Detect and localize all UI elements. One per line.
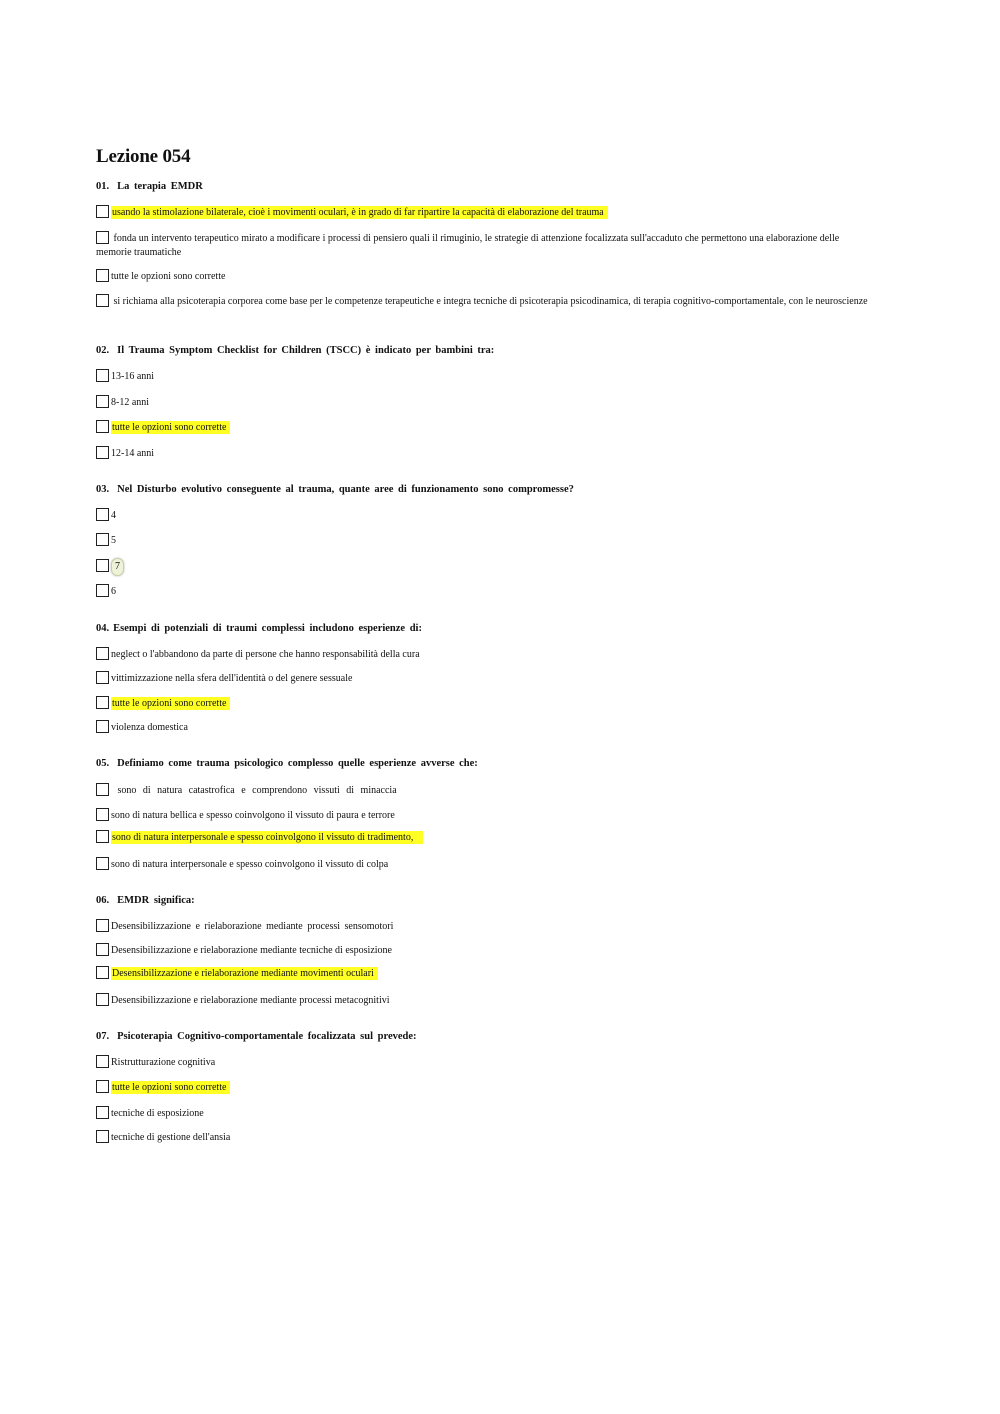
- option-01-d[interactable]: [96, 294, 876, 309]
- checkbox[interactable]: [96, 808, 109, 821]
- option-text: si richiama alla psicoterapia corporea come base per le competenze terapeutiche e integra tecniche di psicoterapia psicodinamica, di terapia cognitivo-comportamentale, con le neuroscienze: [113, 296, 868, 307]
- option-text: Ristrutturazione cognitiva: [111, 1057, 216, 1068]
- question-text: EMDR significa:: [117, 895, 195, 906]
- checkbox[interactable]: [96, 720, 109, 733]
- question-06: [96, 895, 195, 906]
- option-text: sono di natura catastrofica e comprendono vissuti di minaccia: [117, 785, 397, 796]
- option-text: Desensibilizzazione e rielaborazione mediante movimenti oculari: [111, 967, 378, 980]
- checkbox[interactable]: [96, 830, 109, 843]
- question-number: 02.: [96, 345, 110, 356]
- option-04-c[interactable]: [96, 696, 230, 711]
- question-03: [96, 484, 574, 495]
- checkbox[interactable]: [96, 559, 109, 572]
- checkbox[interactable]: [96, 1130, 109, 1143]
- option-text: 6: [111, 586, 116, 597]
- checkbox[interactable]: [96, 533, 109, 546]
- checkbox[interactable]: [96, 420, 109, 433]
- checkbox[interactable]: [96, 1080, 109, 1093]
- option-02-b[interactable]: [96, 395, 149, 410]
- option-06-c[interactable]: [96, 966, 378, 981]
- option-04-a[interactable]: [96, 647, 420, 662]
- checkbox[interactable]: [96, 369, 109, 382]
- option-text: sono di natura interpersonale e spesso coinvolgono il vissuto di colpa: [111, 859, 389, 870]
- checkbox[interactable]: [96, 696, 109, 709]
- option-text: fonda un intervento terapeutico mirato a modificare i processi di pensiero quali il rimuginio, le strategie di attenzione focalizzata sull'accaduto che permettono una elaborazione delle memorie traumatiche: [96, 233, 840, 258]
- question-04: [96, 623, 422, 634]
- option-text: tecniche di gestione dell'ansia: [111, 1132, 231, 1143]
- checkbox[interactable]: [96, 205, 109, 218]
- checkbox[interactable]: [96, 231, 109, 244]
- option-06-d[interactable]: [96, 993, 390, 1008]
- checkbox[interactable]: [96, 584, 109, 597]
- option-02-d[interactable]: [96, 446, 154, 461]
- option-text: Desensibilizzazione e rielaborazione mediante processi metacognitivi: [111, 995, 390, 1006]
- option-text: sono di natura interpersonale e spesso coinvolgono il vissuto di tradimento,: [111, 831, 423, 844]
- option-07-b[interactable]: [96, 1080, 230, 1095]
- option-text: 12-14 anni: [111, 448, 155, 459]
- option-05-a[interactable]: [96, 783, 397, 798]
- option-text: tutte le opzioni sono corrette: [111, 1081, 230, 1094]
- question-text: La terapia EMDR: [117, 181, 203, 192]
- option-01-a[interactable]: [96, 205, 608, 220]
- option-05-d[interactable]: [96, 857, 388, 872]
- checkbox[interactable]: [96, 294, 109, 307]
- checkbox[interactable]: [96, 671, 109, 684]
- checkbox[interactable]: [96, 943, 109, 956]
- option-text: tutte le opzioni sono corrette: [111, 697, 230, 710]
- checkbox[interactable]: [96, 395, 109, 408]
- option-text: usando la stimolazione bilaterale, cioè i movimenti oculari, è in grado di far ripartire la capacità di elaborazione del trauma: [111, 206, 608, 219]
- checkbox[interactable]: [96, 1055, 109, 1068]
- option-03-d[interactable]: [96, 584, 116, 599]
- option-03-c[interactable]: [96, 558, 124, 576]
- question-01: [96, 181, 203, 192]
- option-07-d[interactable]: [96, 1130, 230, 1145]
- lesson-title: Lezione 054: [96, 146, 191, 167]
- checkbox[interactable]: [96, 1106, 109, 1119]
- option-05-b[interactable]: [96, 808, 395, 823]
- option-04-b[interactable]: [96, 671, 352, 686]
- question-text: Psicoterapia Cognitivo-comportamentale focalizzata sul prevede:: [117, 1031, 417, 1042]
- question-text: Definiamo come trauma psicologico complesso quelle esperienze avverse che:: [117, 758, 478, 769]
- option-01-b[interactable]: [96, 231, 876, 260]
- option-text: 5: [111, 535, 116, 546]
- option-03-b[interactable]: [96, 533, 116, 548]
- checkbox[interactable]: [96, 783, 109, 796]
- option-06-a[interactable]: [96, 919, 393, 934]
- option-text: tutte le opzioni sono corrette: [111, 271, 226, 282]
- question-text: Esempi di potenziali di traumi complessi includono esperienze di:: [113, 623, 422, 634]
- option-06-b[interactable]: [96, 943, 392, 958]
- option-text: tutte le opzioni sono corrette: [111, 421, 230, 434]
- option-text: Desensibilizzazione e rielaborazione mediante tecniche di esposizione: [111, 945, 392, 956]
- checkbox[interactable]: [96, 919, 109, 932]
- question-text: Il Trauma Symptom Checklist for Children (TSCC) è indicato per bambini tra:: [117, 345, 495, 356]
- option-03-a[interactable]: [96, 508, 116, 523]
- option-02-c[interactable]: [96, 420, 230, 435]
- checkbox[interactable]: [96, 508, 109, 521]
- checkbox[interactable]: [96, 269, 109, 282]
- option-text: vittimizzazione nella sfera dell'identità o del genere sessuale: [111, 673, 353, 684]
- question-02: [96, 345, 494, 356]
- option-text: sono di natura bellica e spesso coinvolgono il vissuto di paura e terrore: [111, 810, 395, 821]
- question-number: 06.: [96, 895, 110, 906]
- question-text: Nel Disturbo evolutivo conseguente al trauma, quante aree di funzionamento sono compromesse?: [117, 484, 574, 495]
- option-text: violenza domestica: [111, 722, 188, 733]
- question-number: 04.: [96, 623, 110, 634]
- option-04-d[interactable]: [96, 720, 188, 735]
- option-07-a[interactable]: [96, 1055, 215, 1070]
- option-01-c[interactable]: [96, 269, 225, 284]
- question-05: [96, 758, 478, 769]
- question-number: 07.: [96, 1031, 110, 1042]
- option-02-a[interactable]: [96, 369, 154, 384]
- option-text: Desensibilizzazione e rielaborazione mediante processi sensomotori: [111, 921, 394, 932]
- option-text: 4: [111, 510, 116, 521]
- option-text: 7: [111, 558, 124, 576]
- checkbox[interactable]: [96, 857, 109, 870]
- question-07: [96, 1031, 417, 1042]
- question-number: 03.: [96, 484, 110, 495]
- question-number: 05.: [96, 758, 110, 769]
- option-text: neglect o l'abbandono da parte di persone che hanno responsabilità della cura: [111, 649, 420, 660]
- question-number: 01.: [96, 181, 110, 192]
- option-text: tecniche di esposizione: [111, 1108, 204, 1119]
- option-05-c[interactable]: [96, 830, 423, 845]
- checkbox[interactable]: [96, 647, 109, 660]
- option-07-c[interactable]: [96, 1106, 204, 1121]
- checkbox[interactable]: [96, 446, 109, 459]
- option-text: 8-12 anni: [111, 397, 150, 408]
- checkbox[interactable]: [96, 993, 109, 1006]
- option-text: 13-16 anni: [111, 371, 155, 382]
- checkbox[interactable]: [96, 966, 109, 979]
